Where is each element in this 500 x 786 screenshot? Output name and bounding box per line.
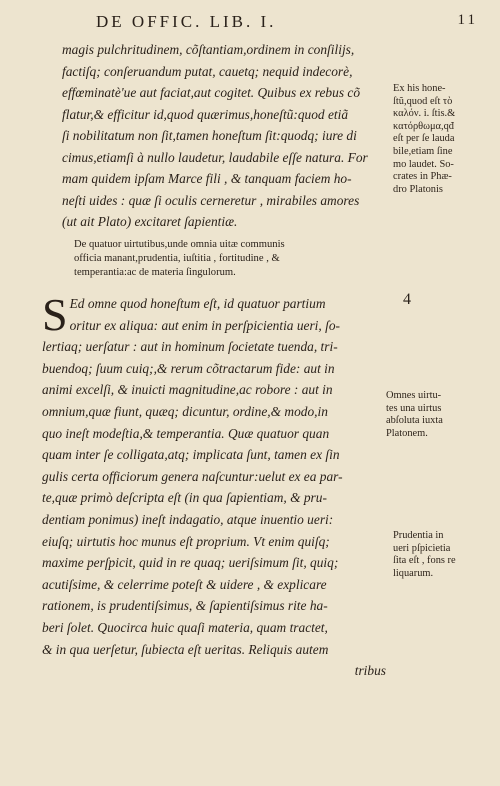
text-line: rationem, is prudentiſsimus, & ſapientiſsimus rite ha- xyxy=(42,598,328,614)
margin-line: eſt per ſe lauda xyxy=(393,133,455,145)
margin-line: Platonem. xyxy=(386,427,428,439)
text-line: Ed omne quod honeſtum eſt, id quatuor partium xyxy=(69,296,326,311)
text-line: cimus,etiamſi à nullo laudetur, laudabile eſſe natura. For xyxy=(62,149,368,165)
text-line: neſti uides : quæ ſi oculis cerneretur , mirabiles amores xyxy=(62,192,360,208)
margin-line: κατόρθωμα,qđ xyxy=(393,120,454,132)
margin-line: mo laudet. So- xyxy=(393,158,454,170)
drop-cap: S xyxy=(42,289,68,340)
text-line: buendoq; ſuum cuiq;,& rerum cõtractarum fide: aut in xyxy=(42,360,335,376)
summary-line: De quatuor uirtutibus,unde omnia uitæ communis xyxy=(74,239,285,250)
margin-line: tes una uirtus xyxy=(386,402,442,414)
main-text-top xyxy=(62,39,390,233)
text-line: oritur ex aliqua: aut enim in perſpicientia ueri, ſo- xyxy=(69,317,340,333)
margin-note-top xyxy=(393,83,471,196)
margin-note-low xyxy=(393,530,471,580)
text-line: dentiam ponimus) ineſt indagatio, atque inuentio ueri: xyxy=(42,511,334,527)
text-line: effœminatè'ue aut faciat,aut cogitet. Quibus ex rebus cõ xyxy=(62,85,361,100)
header-title: DE OFFIC. LIB. I. xyxy=(96,12,277,31)
margin-note-mid xyxy=(386,390,464,440)
text-line: & in qua uerſetur, ſubiecta eſt ueritas. Reliquis autem xyxy=(42,641,329,657)
text-line: quam inter ſe colligata,atq; implicata ſunt, tamen ex ſin xyxy=(42,447,340,463)
page-number: 11 xyxy=(457,12,478,28)
text-line: mam quidem ipſam Marce fili , & tanquam faciem ho- xyxy=(62,171,352,186)
text-line: animi excelſi, & inuicti magnitudine,ac robore : aut in xyxy=(42,382,333,398)
margin-line: crates in Phæ- xyxy=(393,171,452,183)
catchword: tribus xyxy=(354,663,386,679)
text-line: ſi nobilitatum non ſit,tamen honeſtum ſit:quodq; iure di xyxy=(62,128,357,143)
summary-line: officia manant,prudentia, iuſtitia , fortitudine , & xyxy=(74,253,280,264)
margin-line: καλόν. i. ſtis.& xyxy=(393,108,456,120)
margin-line: Prudentia in xyxy=(393,530,444,541)
text-line: omnium,quæ fiunt, quæq; dicuntur, ordine,& modo,in xyxy=(42,403,328,419)
text-line: flatur,& efficitur id,quod quærimus,honeſtũ:quod etiã xyxy=(62,106,349,122)
text-line: factiſq; conſeruandum putat, cauetq; nequid indecorè, xyxy=(62,63,353,79)
text-line: gulis certa officiorum genera naſcuntur:uelut ex ea par- xyxy=(42,468,343,484)
text-line: te,quæ primò deſcripta eſt (in qua ſapientiam, & pru- xyxy=(42,490,327,506)
margin-line: ſtũ,quod eſt τὸ xyxy=(393,95,453,107)
text-line: maxime perſpicit, quid in re quaq; ueriſsimum ſit, quiq; xyxy=(42,555,339,571)
text-line: (ut ait Plato) excitaret ſapientiæ. xyxy=(62,214,238,229)
margin-line: bile,etiam ſine xyxy=(393,145,453,157)
text-line: beri ſolet. Quocirca huic quaſi materia, quam tractet, xyxy=(42,619,328,635)
summary-line: temperantia:ac de materia ſingulorum. xyxy=(74,267,236,278)
margin-line: liquarum. xyxy=(393,567,434,579)
margin-line: dro Platonis xyxy=(393,183,443,195)
section-marker: 4 xyxy=(403,291,411,308)
margin-line: abſoluta iuxta xyxy=(386,415,443,427)
text-line: eiuſq; uirtutis hoc munus eſt proprium. Vt enim quiſq; xyxy=(42,533,330,549)
margin-line: ſita eſt , fons re xyxy=(393,555,456,567)
margin-line: ueri pſpicietia xyxy=(393,542,451,554)
main-text-body xyxy=(42,289,396,682)
margin-line: Ex his hone- xyxy=(393,83,446,94)
chapter-summary xyxy=(74,238,374,280)
text-line: acutiſsime, & celerrime poteſt & uidere , & explicare xyxy=(42,576,327,592)
text-line: lertiaq; uerſatur : aut in hominum ſocietate tuenda, tri- xyxy=(42,339,338,355)
text-line: magis pulchritudinem, cõſtantiam,ordinem in conſilijs, xyxy=(62,42,355,57)
text-line: quo ineſt modeſtia,& temperantia. Quæ quatuor quan xyxy=(42,425,330,441)
margin-line: Omnes uirtu- xyxy=(386,390,442,401)
